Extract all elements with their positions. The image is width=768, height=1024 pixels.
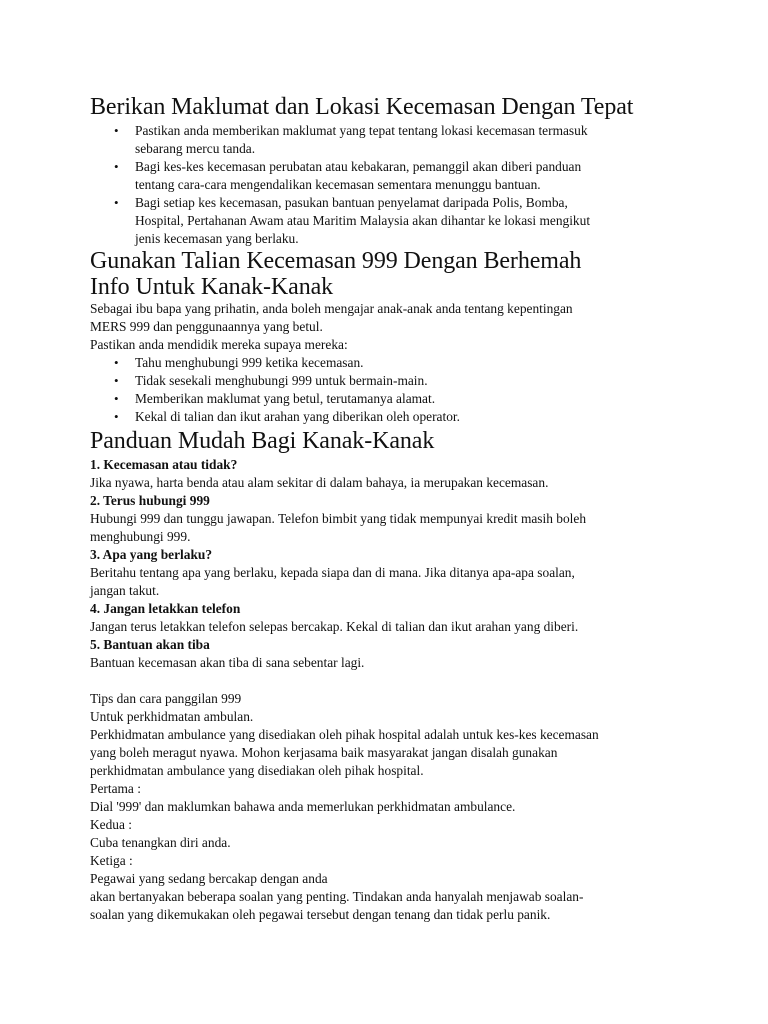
list-item: • Tahu menghubungi 999 ketika kecemasan.: [114, 355, 364, 370]
section2-intro-line: MERS 999 dan penggunaannya yang betul.: [90, 319, 323, 334]
tips-line: Pegawai yang sedang bercakap dengan anda: [90, 871, 328, 886]
spacer: [90, 672, 680, 690]
tips-line: Perkhidmatan ambulance yang disediakan oleh pihak hospital adalah untuk kes-kes kecemasan: [90, 727, 599, 742]
section1-bullet-list: [114, 122, 680, 248]
tips-line: akan bertanyakan beberapa soalan yang penting. Tindakan anda hanyalah menjawab soalan-: [90, 889, 584, 904]
step-title: 2. Terus hubungi 999: [90, 493, 210, 508]
tips-line: Tips dan cara panggilan 999: [90, 691, 242, 706]
section2-intro-line: Sebagai ibu bapa yang prihatin, anda boleh mengajar anak-anak anda tentang kepentingan: [90, 301, 573, 316]
step-text: Bantuan kecemasan akan tiba di sana sebentar lagi.: [90, 655, 365, 670]
step-title: 3. Apa yang berlaku?: [90, 547, 213, 562]
step-text: menghubungi 999.: [90, 529, 191, 544]
section2-heading-line1: Gunakan Talian Kecemasan 999 Dengan Berhemah: [90, 248, 582, 274]
tips-line: Cuba tenangkan diri anda.: [90, 835, 231, 850]
section1-heading: Berikan Maklumat dan Lokasi Kecemasan Dengan Tepat: [90, 94, 634, 120]
tips-line: Untuk perkhidmatan ambulan.: [90, 709, 254, 724]
list-item: • Pastikan anda memberikan maklumat yang tepat tentang lokasi kecemasan termasuk sebarang mercu tanda.: [114, 123, 588, 156]
step-title: 4. Jangan letakkan telefon: [90, 601, 241, 616]
step-text: Jangan terus letakkan telefon selepas bercakap. Kekal di talian dan ikut arahan yang diberi.: [90, 619, 579, 634]
tips-line: perkhidmatan ambulance yang disediakan oleh pihak hospital.: [90, 763, 424, 778]
document-content: [90, 92, 680, 924]
list-item: • Bagi setiap kes kecemasan, pasukan bantuan penyelamat daripada Polis, Bomba, Hospital, Pertahanan Awam atau Maritim Malaysia akan dihantar ke lokasi mengikut jenis kecemasan yang berlaku.: [114, 195, 591, 246]
tips-line: Pertama :: [90, 781, 141, 796]
step-title: 1. Kecemasan atau tidak?: [90, 457, 238, 472]
bullet-icon: •: [114, 355, 119, 370]
step-text: jangan takut.: [90, 583, 160, 598]
tips-line: Dial '999' dan maklumkan bahawa anda memerlukan perkhidmatan ambulance.: [90, 799, 516, 814]
step-text: Jika nyawa, harta benda atau alam sekitar di dalam bahaya, ia merupakan kecemasan.: [90, 475, 549, 490]
tips-line: Kedua :: [90, 817, 133, 832]
bullet-icon: •: [114, 195, 119, 210]
section2-intro-line: Pastikan anda mendidik mereka supaya mereka:: [90, 337, 348, 352]
bullet-icon: •: [114, 159, 119, 174]
bullet-icon: •: [114, 409, 119, 424]
bullet-icon: •: [114, 373, 119, 388]
list-item: • Bagi kes-kes kecemasan perubatan atau kebakaran, pemanggil akan diberi panduan tentang cara-cara mengendalikan kecemasan sementara menunggu bantuan.: [114, 159, 582, 192]
tips-line: Ketiga :: [90, 853, 133, 868]
section3-heading: Panduan Mudah Bagi Kanak-Kanak: [90, 428, 435, 454]
bullet-icon: •: [114, 391, 119, 406]
tips-line: yang boleh meragut nyawa. Mohon kerjasama baik masyarakat jangan disalah gunakan: [90, 745, 558, 760]
bullet-icon: •: [114, 123, 119, 138]
list-item: • Tidak sesekali menghubungi 999 untuk bermain-main.: [114, 373, 428, 388]
step-title: 5. Bantuan akan tiba: [90, 637, 210, 652]
step-text: Hubungi 999 dan tunggu jawapan. Telefon bimbit yang tidak mempunyai kredit masih boleh: [90, 511, 587, 526]
step-text: Beritahu tentang apa yang berlaku, kepada siapa dan di mana. Jika ditanya apa-apa soalan,: [90, 565, 575, 580]
section2-bullet-list: [114, 354, 680, 426]
section2-heading-line2: Info Untuk Kanak-Kanak: [90, 274, 334, 300]
list-item: • Kekal di talian dan ikut arahan yang diberikan oleh operator.: [114, 409, 460, 424]
list-item: • Memberikan maklumat yang betul, terutamanya alamat.: [114, 391, 436, 406]
tips-line: soalan yang dikemukakan oleh pegawai tersebut dengan tenang dan tidak perlu panik.: [90, 907, 551, 922]
